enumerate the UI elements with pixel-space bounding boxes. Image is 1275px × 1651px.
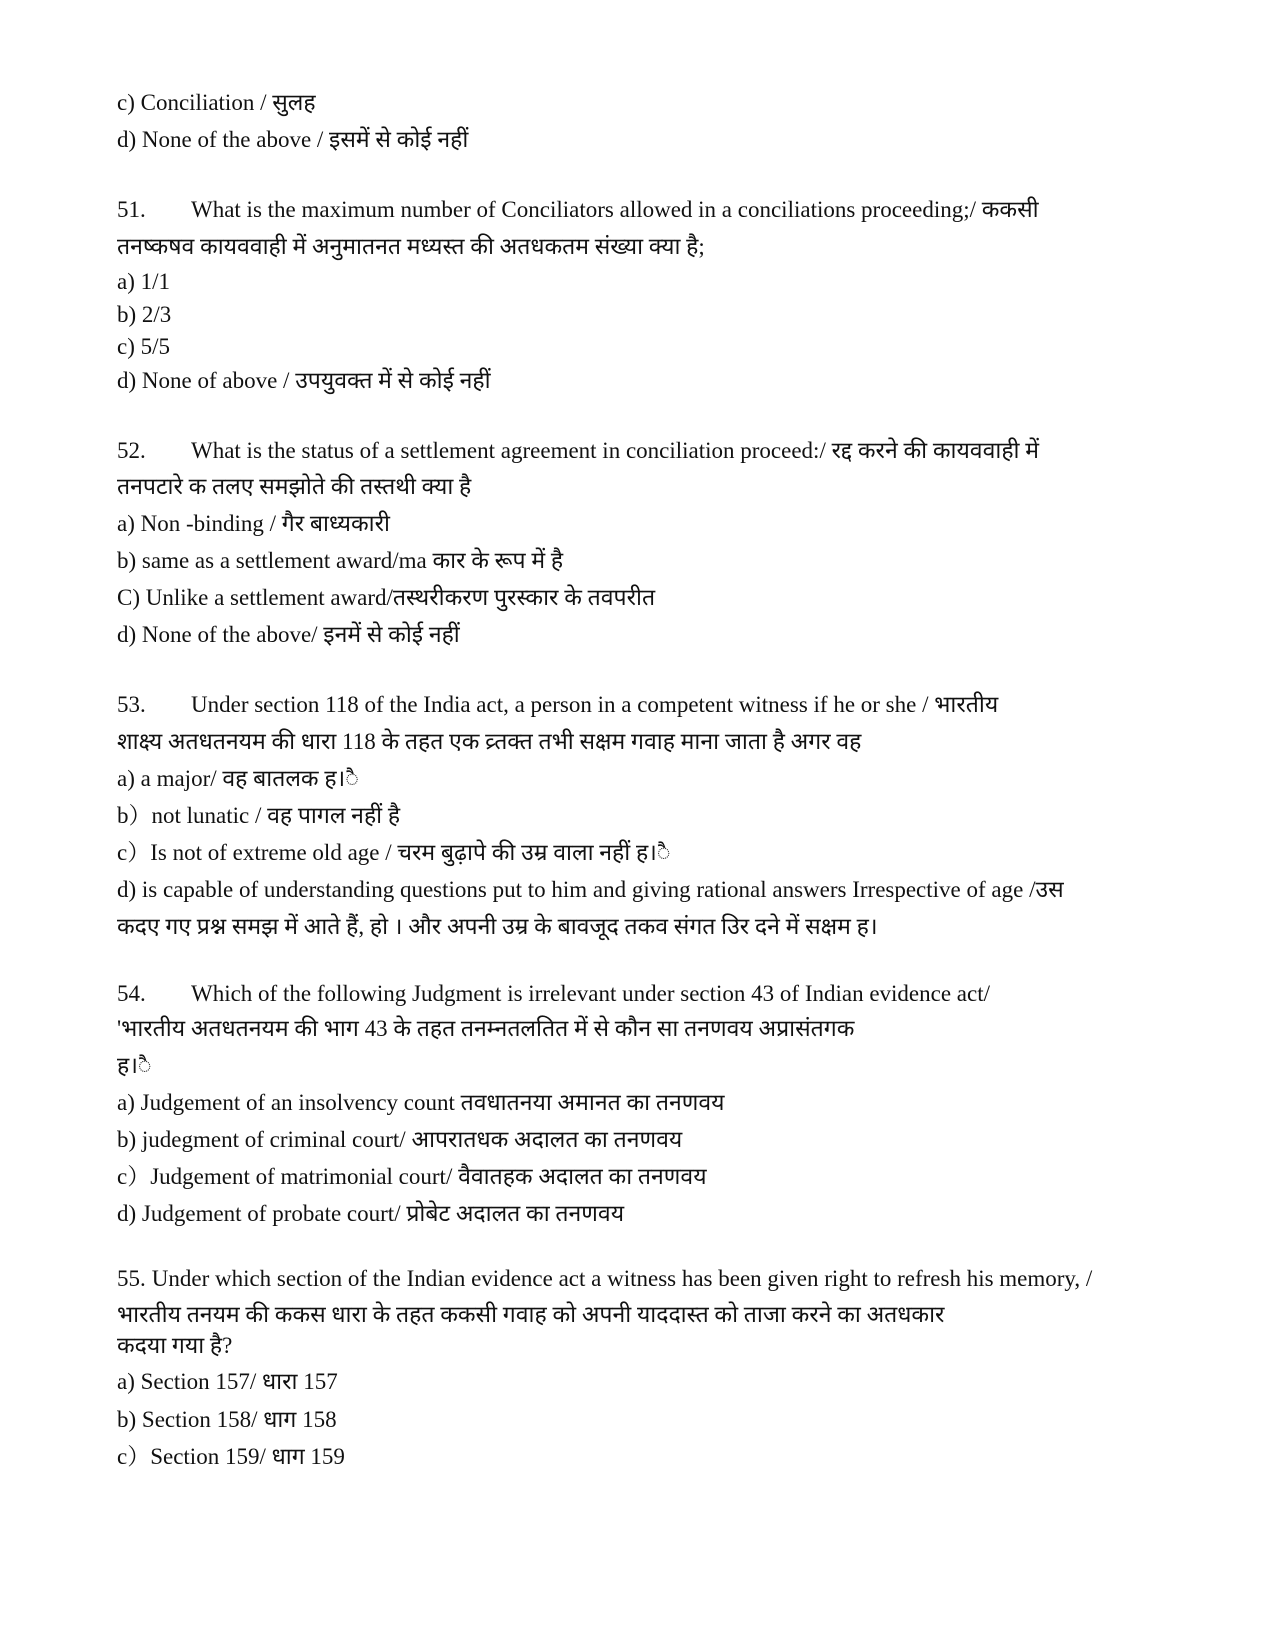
option-b-q54: b) judegment of criminal court/ आपरातधक अदालत का तनणवय [117,1127,683,1152]
option-a-q52: a) Non -binding / गैर बाध्यकारी [117,511,390,536]
question-55-text-cont: भारतीय तनयम की ककस धारा के तहत ककसी गवाह को अपनी याददास्त को ताजा करने का अतधकार [117,1302,945,1327]
option-d-q52: d) None of the above/ इनमें से कोई नहीं [117,622,460,647]
question-54-text [117,979,990,1009]
option-b-q52: b) same as a settlement award/ma कार के रूप में है [117,548,564,573]
option-c-q53: c）Is not of extreme old age / चरम बुढ़ापे की उम्र वाला नहीं ह।ै [117,840,671,865]
question-52-text-cont: तनपटारे क तलए समझोते की तस्तथी क्या है [117,474,472,499]
option-c-q52: C) Unlike a settlement award/तस्थरीकरण पुरस्कार के तवपरीत [117,585,656,610]
question-text: What is the maximum number of Conciliators allowed in a conciliations proceeding;/ ककसी [191,197,1039,222]
question-text: Under which section of the Indian evidence act a witness has been given right to refresh his memory, / [151,1266,1093,1291]
question-number: 54. [117,981,146,1006]
question-55-text-cont-2: कदया गया है? [117,1333,233,1358]
option-c-q50: c) Conciliation / सुलह [117,90,316,115]
question-text: What is the status of a settlement agreement in conciliation proceed:/ रद्द करने की कायववाही में [191,438,1039,463]
question-52-text [117,436,1039,466]
option-c-q55: c）Section 159/ धाग 159 [117,1444,345,1469]
option-a-q54: a) Judgement of an insolvency count तवधातनया अमानत का तनणवय [117,1090,725,1115]
question-number: 51. [117,197,146,222]
question-51-text [117,195,1039,225]
option-b-q55: b) Section 158/ धाग 158 [117,1407,337,1432]
option-c-q51: c) 5/5 [117,334,171,359]
option-b-q51: b) 2/3 [117,302,172,327]
option-d-q51: d) None of above / उपयुवक्त में से कोई नहीं [117,368,491,393]
option-a-q51: a) 1/1 [117,269,171,294]
option-a-q53: a) a major/ वह बातलक ह।ै [117,766,359,791]
option-d-q50: d) None of the above / इसमें से कोई नहीं [117,127,469,152]
question-55-text [117,1264,1092,1294]
question-53-text-cont: शाक्ष्य अतधतनयम की धारा 118 के तहत एक व्र्तक्त तभी सक्षम गवाह माना जाता है अगर वह [117,729,862,754]
question-53-text [117,690,998,720]
question-54-text-cont: 'भारतीय अतधतनयम की भाग 43 के तहत तनम्नतलतित में से कौन सा तनणवय अप्रासंतगक [117,1016,855,1041]
question-number: 52. [117,438,146,463]
question-number: 55. [117,1266,146,1291]
option-d-q53: d) is capable of understanding questions put to him and giving rational answers Irrespective of age /उस [117,877,1064,902]
option-a-q55: a) Section 157/ धारा 157 [117,1369,338,1394]
question-number: 53. [117,692,146,717]
option-b-q53: b）not lunatic / वह पागल नहीं है [117,803,401,828]
question-text: Under section 118 of the India act, a person in a competent witness if he or she / भारतीय [191,692,999,717]
question-54-text-cont-2: ह।ै [117,1053,152,1078]
option-d-q53-cont: कदए गए प्रश्न समझ में आते हैं, हो । और अपनी उम्र के बावजूद तकव संगत उिर दने में सक्षम ह। [117,914,878,939]
option-d-q54: d) Judgement of probate court/ प्रोबेट अदालत का तनणवय [117,1201,625,1226]
question-51-text-cont: तनष्कषव कायववाही में अनुमातनत मध्यस्त की अतधकतम संख्या क्या है; [117,234,705,259]
question-text: Which of the following Judgment is irrelevant under section 43 of Indian evidence act/ [191,981,991,1006]
option-c-q54: c）Judgement of matrimonial court/ वैवातहक अदालत का तनणवय [117,1164,707,1189]
